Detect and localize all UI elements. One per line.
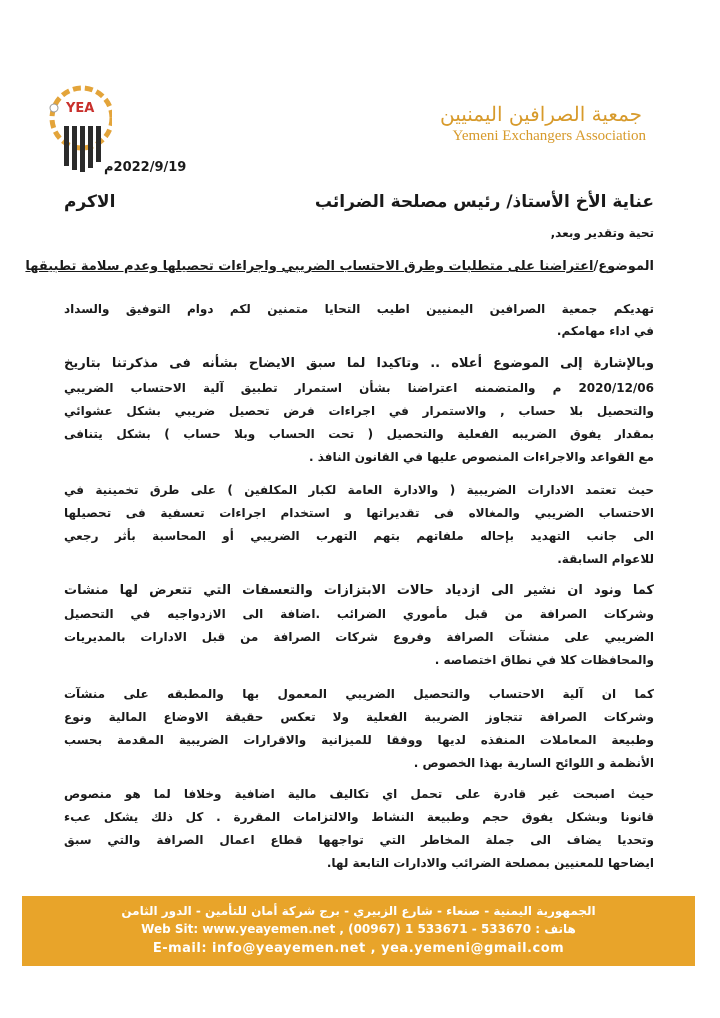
footer-address: الجمهورية اليمنية - صنعاء - شارع الزبيري - برج شركة أمان للتأمين - الدور الثامن bbox=[121, 904, 596, 918]
letterhead-footer bbox=[22, 896, 695, 966]
subject-text: اعتراضنا على متطلبات وطرق الاحتساب الضريبي واجراءات تحصيلها وعدم سلامة تطبيقها bbox=[25, 259, 594, 274]
addressee-line bbox=[64, 192, 654, 212]
paragraph-5-line-3: وطبيعة المعاملات المنفذه لديها ووفقا للميزانية والاقرارات الضريبية المقدمة بحسب bbox=[64, 733, 654, 747]
paragraph-6-line-2: قانونا وبشكل يفوق حجم وطبيعة النشاط والالتزامات المقررة . كل ذلك يشكل عبء bbox=[64, 810, 654, 824]
association-logo bbox=[42, 78, 112, 178]
org-name-english: Yemeni Exchangers Association bbox=[452, 128, 646, 144]
addressee-honorific: الاكرم bbox=[64, 192, 116, 212]
paragraph-2-line-4: بمقدار يفوق الضريبه الفعلية والتحصيل ( تحت الحساب وبلا حساب ) بشكل يتنافى bbox=[64, 427, 654, 441]
paragraph-6-line-3: وتحديا يضاف الى جملة المخاطر التي تواجهها قطاع اعمال الصرافة والتي سبق bbox=[64, 833, 654, 847]
paragraph-1-line-2: في اداء مهامكم. bbox=[556, 324, 654, 338]
paragraph-1-line-1: تهديكم جمعية الصرافين اليمنيين اطيب التحايا متمنين لكم دوام التوفيق والسداد bbox=[64, 302, 654, 316]
gear-logo-icon bbox=[42, 78, 112, 178]
paragraph-5-line-2: وشركات الصرافة تتجاوز الضريبة الفعلية ولا تعكس حقيقة الاوضاع المالية ونوع bbox=[64, 710, 654, 724]
paragraph-4-line-2: وشركات الصرافة من قبل مأموري الضرائب .اضافة الى الازدواجيه في التحصيل bbox=[64, 607, 654, 621]
paragraph-4-line-4: والمحافظات كلا في نطاق اختصاصه . bbox=[434, 653, 654, 667]
paragraph-3-line-2: الاحتساب الضريبي والمغالاه فى تقديراتها و استخدام اجراءات تعسفية فى تحصيلها bbox=[64, 506, 654, 520]
paragraph-4-line-3: الضريبي على منشآت الصرافة وفروع شركات الصرافة من قبل الادارات بالمديريات bbox=[64, 630, 654, 644]
paragraph-3-line-4: للاعوام السابقة. bbox=[557, 552, 654, 566]
paragraph-2-line-2: 2020/12/06 م والمتضمنه اعتراضنا بشأن استمرار تطبيق آلية الاحتساب الضريبي bbox=[64, 381, 654, 395]
paragraph-5-line-4: الأنظمة و اللوائح السارية بهذا الخصوص . bbox=[413, 756, 654, 770]
paragraph-2-line-5: مع القواعد والاجراءات المنصوص عليها في القانون النافذ . bbox=[309, 450, 654, 464]
footer-email: E-mail: info@yeayemen.net , yea.yemeni@gmail.com bbox=[152, 941, 565, 956]
greeting: تحية وتقدير وبعد, bbox=[550, 226, 654, 240]
paragraph-2-line-1: وبالإشارة إلى الموضوع أعلاه .. وتاكيدا لما سبق الايضاح بشأنه فى مذكرتنا بتاريخ bbox=[64, 356, 654, 371]
addressee: عناية الأخ الأستاذ/ رئيس مصلحة الضرائب bbox=[314, 192, 654, 212]
paragraph-2-line-3: والتحصيل بلا حساب , والاستمرار في اجراءات فرض تحصيل ضريبي بشكل عشوائي bbox=[64, 404, 654, 418]
subject-label: الموضوع/ bbox=[593, 259, 654, 274]
paragraph-3-line-3: الى جانب التهديد بإحاله ملفاتهم بتهم التهرب الضريبي أو المحاسبة بأثر رجعي bbox=[64, 529, 654, 543]
org-name-arabic: جمعية الصرافين اليمنيين bbox=[439, 102, 642, 126]
logo-text: YEA bbox=[66, 101, 95, 116]
subject-line bbox=[25, 259, 654, 274]
paragraph-6-line-1: حيث اصبحت غير قادرة على تحمل اي تكاليف مالية اضافية وخلافا لما هو منصوص bbox=[64, 787, 654, 801]
letter-date: 2022/9/19م bbox=[104, 160, 187, 175]
paragraph-4-line-1: كما ونود ان نشير الى ازدياد حالات الابتزازات والتعسفات التي تتعرض لها منشات bbox=[64, 583, 654, 598]
paragraph-5-line-1: كما ان آلية الاحتساب والتحصيل الضريبي المعمول بها والمطبقه على منشآت bbox=[64, 687, 654, 701]
footer-contact: Web Sit: www.yeayemen.net , (00967) 1 533671 - 533670 : هاتف bbox=[141, 922, 576, 936]
paragraph-3-line-1: حيث تعتمد الادارات الضريبية ( والادارة العامة لكبار المكلفين ) على طرق تخمينية في bbox=[64, 483, 654, 497]
paragraph-6-line-4: ايضاحها للمعنيين بمصلحة الضرائب والادارات التابعة لها. bbox=[326, 856, 654, 870]
